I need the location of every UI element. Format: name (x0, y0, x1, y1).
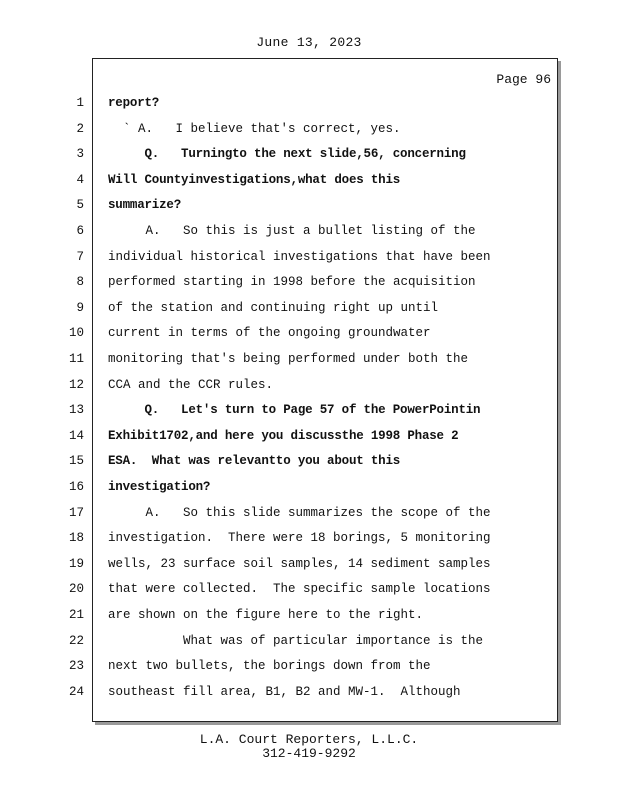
line-text: wells, 23 surface soil samples, 14 sediment samples (108, 556, 491, 571)
line-text: ESA. What was relevantto you about this (108, 454, 401, 469)
line-number: 18 (68, 531, 84, 546)
line-number: 4 (76, 172, 84, 187)
line-number: 7 (76, 249, 84, 264)
line-number: 11 (68, 352, 84, 366)
line-text: are shown on the figure here to the right. (108, 608, 424, 622)
line-text: A. So this is just a bullet listing of the (108, 224, 476, 238)
line-number: 20 (68, 582, 84, 597)
footer-company: L.A. Court Reporters, L.L.C. (199, 732, 419, 747)
line-text: CCA and the CCR rules. (108, 377, 274, 392)
line-number: 10 (68, 326, 84, 341)
line-number: 8 (76, 275, 84, 290)
line-text: of the station and continuing right up until (108, 300, 439, 315)
line-text: that were collected. The specific sample locations (108, 582, 491, 597)
line-text: summarize? (108, 198, 182, 213)
line-number: 3 (76, 147, 84, 162)
line-text: investigation? (108, 480, 211, 494)
line-text: current in terms of the ongoing groundwater (108, 326, 431, 341)
line-text: ` A. I believe that's correct, yes. (108, 121, 401, 136)
line-number: 14 (68, 428, 84, 443)
line-number: 2 (76, 121, 84, 136)
date-header: June 13, 2023 (256, 35, 362, 50)
line-text: southeast fill area, B1, B2 and MW-1. Although (108, 684, 461, 699)
line-number: 21 (68, 608, 84, 622)
line-number: 17 (68, 505, 84, 520)
line-text: A. So this slide summarizes the scope of the (108, 505, 491, 520)
line-text: Will Countyinvestigations,what does this (108, 172, 401, 187)
line-number: 15 (68, 454, 84, 469)
footer-phone: 312-419-9292 (262, 746, 356, 761)
line-text: Q. Let's turn to Page 57 of the PowerPointin (108, 403, 481, 418)
line-text: individual historical investigations that have been (108, 249, 491, 264)
line-number: 13 (68, 403, 84, 418)
line-number: 23 (68, 659, 84, 674)
line-number: 1 (76, 96, 84, 110)
line-number: 16 (68, 480, 84, 494)
line-number: 24 (68, 684, 84, 699)
line-number: 6 (76, 224, 84, 238)
line-text: report? (108, 96, 160, 110)
line-text: next two bullets, the borings down from the (108, 659, 431, 674)
line-number: 22 (68, 633, 84, 648)
line-text: Q. Turningto the next slide,56, concerning (108, 147, 466, 162)
line-text: investigation. There were 18 borings, 5 monitoring (108, 531, 491, 546)
line-number: 5 (76, 198, 84, 213)
line-text: performed starting in 1998 before the acquisition (108, 275, 476, 290)
line-number: 19 (68, 556, 84, 571)
line-text: Exhibit1702,and here you discussthe 1998 Phase 2 (108, 428, 459, 443)
line-text: What was of particular importance is the (108, 633, 484, 648)
line-text: monitoring that's being performed under both the (108, 352, 469, 366)
line-number: 12 (68, 377, 84, 392)
line-number: 9 (76, 300, 84, 315)
page-number: Page 96 (496, 72, 551, 87)
